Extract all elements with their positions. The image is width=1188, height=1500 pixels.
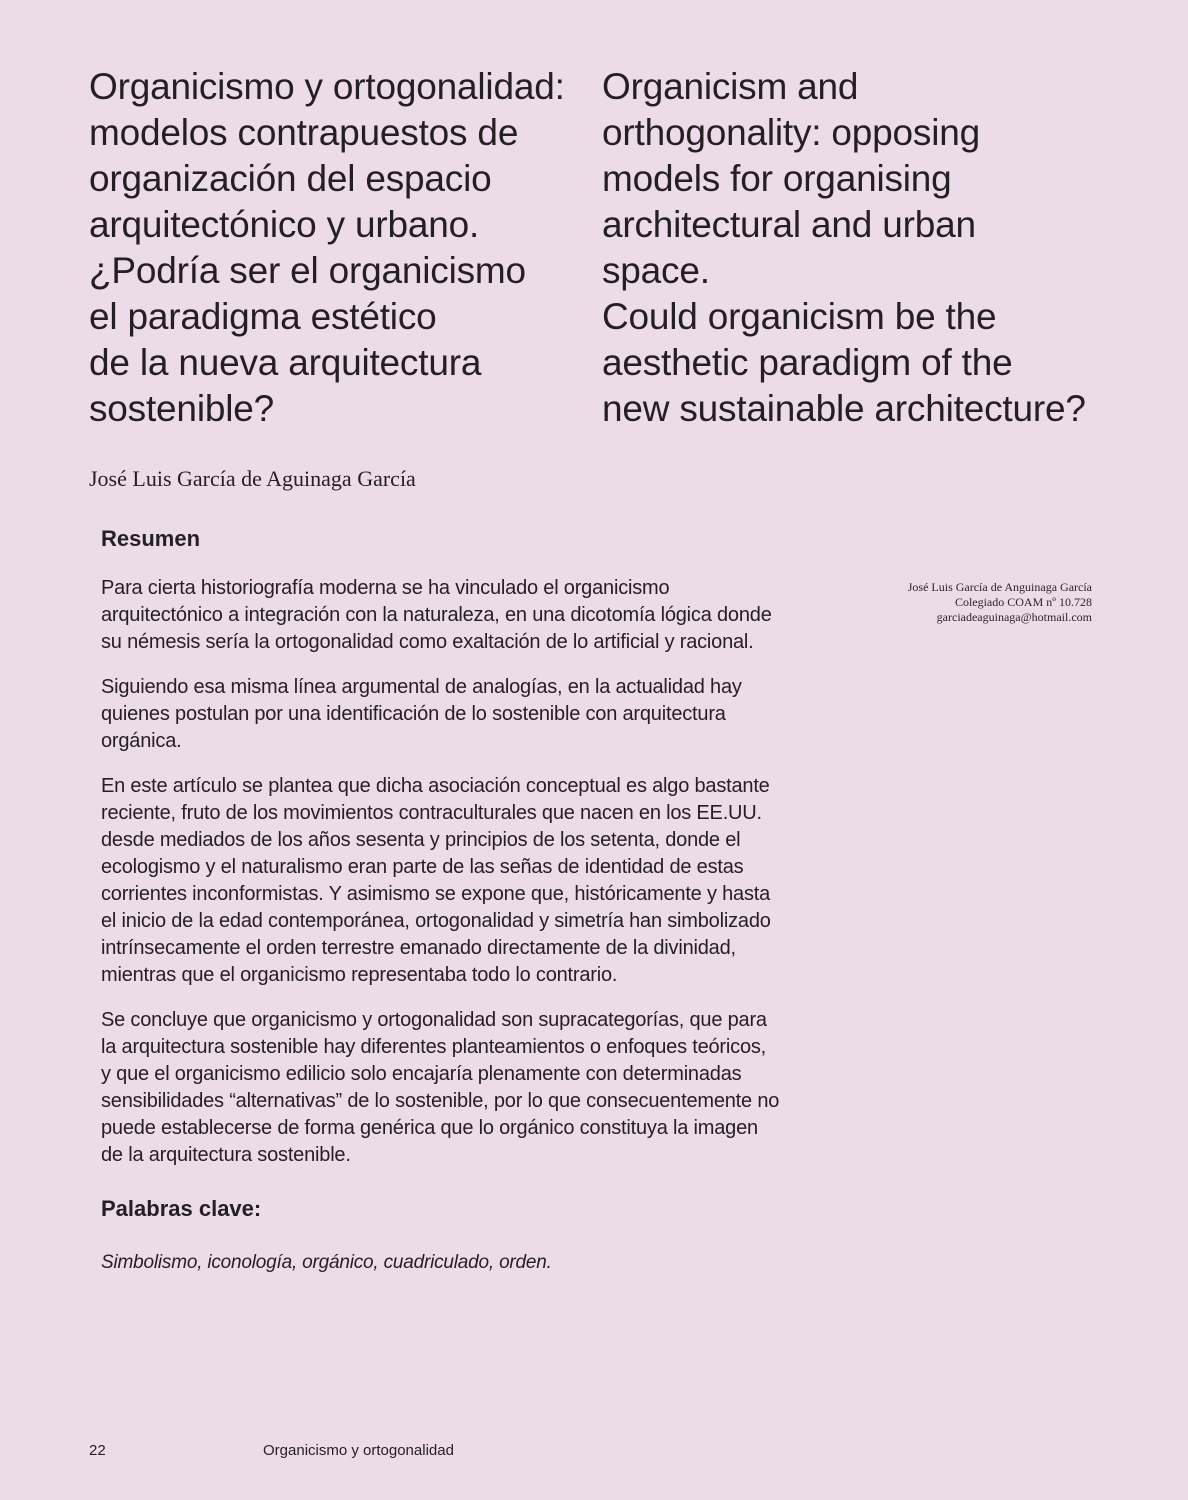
- affiliation-name: José Luis García de Anguinaga García: [907, 580, 1092, 594]
- affiliation-email: garciadeaguinaga@hotmail.com: [936, 610, 1092, 624]
- abstract-heading: Resumen: [101, 526, 201, 551]
- author-name: José Luis García de Aguinaga García: [89, 466, 416, 491]
- abstract-paragraph-1: Para cierta historiografía moderna se ha vinculado el organicismo arquitectónico a integración con la naturaleza, en una dicotomía lógica donde su némesis sería la ortogonalidad como exaltación de lo artificial y racional.: [101, 577, 772, 653]
- title-spanish: Organicismo y ortogonalidad: modelos contrapuestos de organización del espacio arquitectónico y urbano. ¿Podría ser el organicismo el paradigma estético de la nueva arquitectura sostenible?: [89, 66, 565, 429]
- abstract-paragraph-2: Siguiendo esa misma línea argumental de analogías, en la actualidad hay quienes postulan por una identificación de lo sostenible con arquitectura orgánica.: [101, 676, 742, 752]
- running-title: Organicismo y ortogonalidad: [263, 1442, 454, 1459]
- abstract-paragraph-3: En este artículo se plantea que dicha asociación conceptual es algo bastante reciente, fruto de los movimientos contraculturales que nacen en los EE.UU. desde mediados de los años sesenta y principios de los setenta, donde el ecologismo y el naturalismo eran parte de las señas de identidad de estas corrientes inconformistas. Y asimismo se expone que, históricamente y hasta el inicio de la edad contemporánea, ortogonalidad y simetría han simbolizado intrínsecamente el orden terrestre emanado directamente de la divinidad, mientras que el organicismo representaba todo lo contrario.: [101, 775, 771, 986]
- abstract-section: [101, 525, 781, 1276]
- author-affiliation: [792, 580, 1092, 625]
- abstract-paragraph-4: Se concluye que organicismo y ortogonalidad son supracategorías, que para la arquitectura sostenible hay diferentes planteamientos o enfoques teóricos, y que el organicismo edilicio solo encajaría plenamente con determinadas sensibilidades “alternativas” de lo sostenible, por lo que consecuentemente no puede establecerse de forma genérica que lo orgánico constituya la imagen de la arquitectura sostenible.: [101, 1009, 780, 1166]
- page-number: 22: [89, 1442, 106, 1459]
- keywords-heading: Palabras clave:: [101, 1196, 262, 1221]
- affiliation-membership: Colegiado COAM nº 10.728: [954, 595, 1092, 609]
- title-english: Organicism and orthogonality: opposing models for organising architectural and urban space. Could organicism be the aesthetic paradigm of the new sustainable architecture?: [602, 66, 1086, 429]
- keywords-list: Simbolismo, iconología, orgánico, cuadriculado, orden.: [101, 1252, 552, 1273]
